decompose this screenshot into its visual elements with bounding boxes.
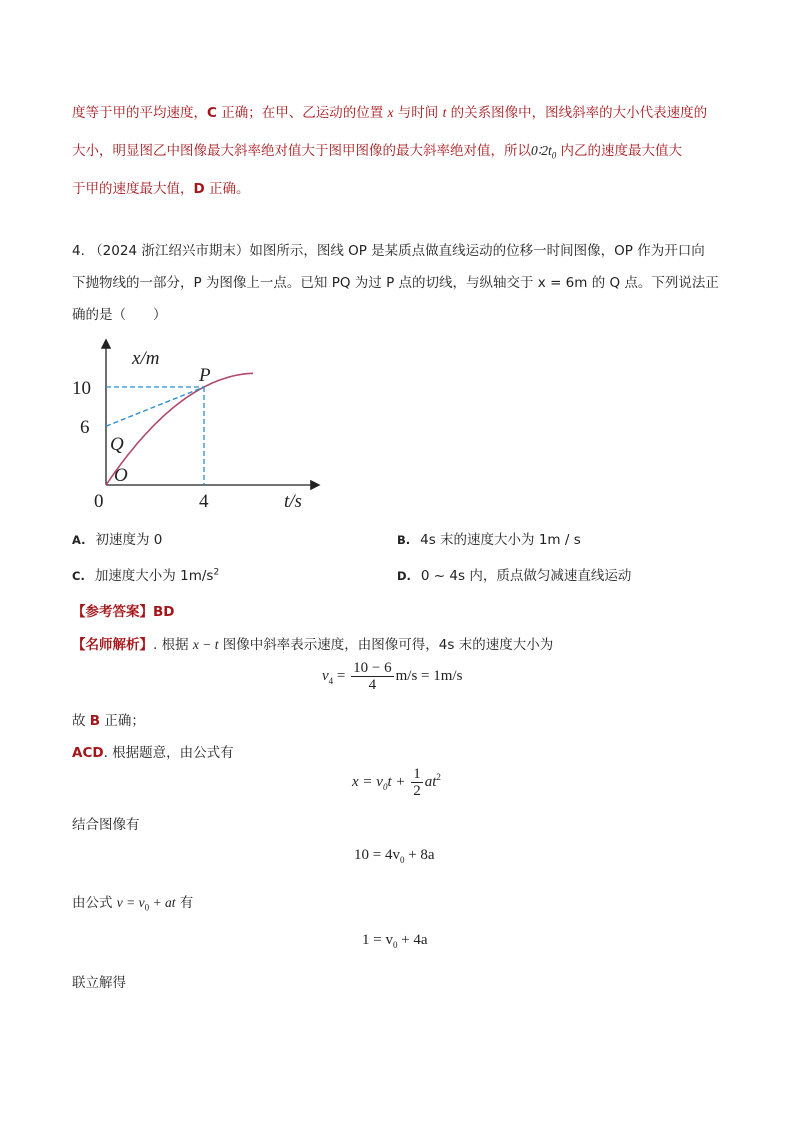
reference-answer: 【参考答案】BD bbox=[72, 604, 175, 620]
x-t-graph bbox=[70, 335, 330, 515]
option-c-ref: C bbox=[207, 105, 217, 121]
option-a-text: 初速度为 0 bbox=[95, 532, 163, 548]
x-tick-4: 4 bbox=[199, 491, 209, 512]
acd-intro: ACD. 根据题意，由公式有 bbox=[72, 745, 234, 761]
conclude-b: 故 B 正确； bbox=[72, 713, 145, 729]
option-a-letter: A. bbox=[72, 533, 86, 547]
y-axis-label: x/m bbox=[132, 348, 160, 369]
option-c[interactable]: C. 加速度大小为 $1m/s^2$ bbox=[72, 567, 220, 584]
prev-solution-line-3: 于甲的速度最大值，D 正确。 bbox=[72, 181, 250, 197]
option-d-text: 0 ~ 4s 内，质点做匀减速直线运动 bbox=[420, 568, 632, 584]
op-curve bbox=[106, 373, 253, 485]
origin-label: 0 bbox=[94, 491, 104, 512]
time-range: $0∶2t_0$ bbox=[531, 143, 557, 161]
var-x: x bbox=[387, 105, 394, 120]
option-d-letter: D. bbox=[397, 569, 411, 583]
option-b-text: 4s 末的速度大小为 1m / s bbox=[420, 532, 581, 548]
prev-solution-line-1: 度等于甲的平均速度，C 正确；在甲、乙运动的位置 x 与时间 t 的关系图像中，图线斜率的大小代表速度的 bbox=[72, 105, 708, 121]
option-c-text: 加速度大小为 1m/s bbox=[94, 568, 214, 584]
option-b-letter: B. bbox=[397, 533, 411, 547]
pq-tangent-line bbox=[106, 387, 204, 426]
equation-v4: $v_4$ = $\frac{10 - 6}{4}$ m/s = 1m/s bbox=[322, 660, 463, 693]
option-b[interactable] bbox=[397, 528, 581, 548]
equation-1: $1 = v_0 + 4a$ bbox=[362, 932, 428, 950]
option-c-letter: C. bbox=[72, 569, 85, 583]
x-axis-label: t/s bbox=[284, 491, 302, 512]
option-d-ref: D bbox=[193, 181, 205, 197]
y-tick-10: 10 bbox=[72, 378, 91, 399]
option-d[interactable] bbox=[397, 564, 631, 584]
prev-solution-line-2: 大小，明显图乙中图像最大斜率绝对值大于图甲图像的最大斜率绝对值，所以$0∶2t_0$ 内乙的速度最大值大 bbox=[72, 143, 683, 161]
question-line-2: 下抛物线的一部分，P 为图像上一点。已知 PQ 为过 P 点的切线，与纵轴交于 x = 6m 的 Q 点。下列说法正 bbox=[72, 275, 719, 291]
combine-text: 结合图像有 bbox=[72, 817, 140, 833]
option-a[interactable] bbox=[72, 528, 162, 548]
formula-text: 由公式 $v = v_0$ + at 有 bbox=[72, 895, 194, 913]
analysis-intro: 【名师解析】. 根据 x − t 图像中斜率表示速度，由图像可得，4s 末的速度大小为 bbox=[72, 637, 554, 653]
var-t: t bbox=[442, 105, 447, 120]
point-p-label: P bbox=[199, 365, 211, 386]
question-line-1: 4. （2024 浙江绍兴市期末）如图所示，图线 OP 是某质点做直线运动的位移一时间图像，OP 作为开口向 bbox=[72, 243, 705, 259]
y-tick-6: 6 bbox=[80, 417, 90, 439]
question-line-3: 确的是（ ） bbox=[72, 307, 167, 323]
point-o-label: O bbox=[114, 465, 128, 486]
equation-10: $10 = 4v_0 + 8a$ bbox=[354, 847, 435, 865]
analysis-label: 【名师解析】 bbox=[72, 637, 153, 653]
solve-text: 联立解得 bbox=[72, 975, 126, 991]
answer-value: BD bbox=[153, 604, 175, 620]
equation-displacement: $x = v_0t$ + $\frac{1}{2}$ $at^2$ bbox=[352, 766, 441, 799]
point-q-label: Q bbox=[110, 434, 124, 456]
